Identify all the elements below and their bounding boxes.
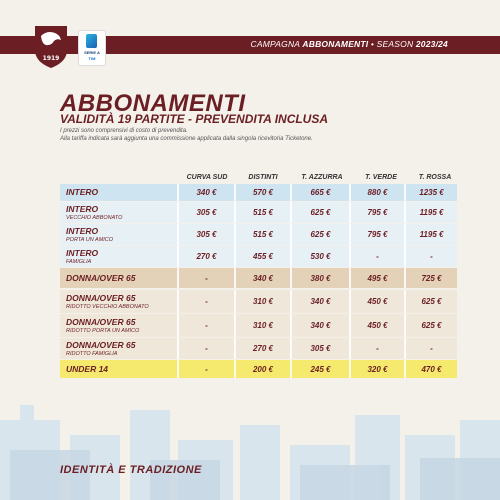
price-cell: 515 € xyxy=(234,202,290,223)
row-label xyxy=(60,246,177,267)
price-cell: 455 € xyxy=(234,246,290,267)
table-row xyxy=(60,338,457,359)
price-cell: 470 € xyxy=(404,360,457,378)
price-cell: - xyxy=(404,246,457,267)
price-cell: 665 € xyxy=(290,184,349,201)
campaign-label: CAMPAGNA ABBONAMENTI • SEASON 2023/24 xyxy=(250,39,448,49)
row-label xyxy=(60,314,177,337)
price-cell: 495 € xyxy=(349,268,404,288)
price-cell: 725 € xyxy=(404,268,457,288)
row-label xyxy=(60,224,177,245)
row-label-main: INTERO xyxy=(66,187,99,197)
league-label: SERIE A xyxy=(84,50,100,55)
row-label-main: UNDER 14 xyxy=(66,363,109,374)
price-cell: 270 € xyxy=(234,338,290,359)
table-row xyxy=(60,290,457,313)
row-label-main: DONNA/OVER 65 xyxy=(66,292,136,303)
page-subtitle: VALIDITÀ 19 PARTITE - PREVENDITA INCLUSA xyxy=(60,112,329,126)
row-label-main: DONNA/OVER 65 xyxy=(66,316,136,327)
price-cell: 1195 € xyxy=(404,202,457,223)
price-cell: 200 € xyxy=(234,360,290,378)
price-cell: 625 € xyxy=(404,314,457,337)
price-cell: - xyxy=(177,268,234,288)
row-label-main: DONNA/OVER 65 xyxy=(66,339,136,350)
club-crest-icon xyxy=(29,22,73,70)
price-cell: 245 € xyxy=(290,360,349,378)
column-header-curva-sud: CURVA SUD xyxy=(186,174,228,181)
row-label-main: INTERO xyxy=(66,247,99,258)
city-skyline-illustration xyxy=(0,380,500,500)
serie-a-logo xyxy=(78,30,106,66)
serie-a-mark-icon xyxy=(86,34,97,48)
price-cell: 310 € xyxy=(234,290,290,313)
row-label-sub: RIDOTTO VECCHIO ABBONATO xyxy=(66,303,149,310)
row-label-main: INTERO xyxy=(66,225,99,236)
column-header-tribuna-rossa: T. ROSSA xyxy=(418,174,452,181)
price-cell: 320 € xyxy=(349,360,404,378)
row-label-sub: PORTA UN AMICO xyxy=(66,236,114,243)
commission-note: Alla tariffa indicata sarà aggiunta una commissione applicata dalla singola ricevitoria Ticketone. xyxy=(60,136,313,142)
price-cell: 795 € xyxy=(349,224,404,245)
row-label-main: DONNA/OVER 65 xyxy=(66,272,136,283)
price-cell: 310 € xyxy=(234,314,290,337)
column-header-tribuna-azzurra: T. AZZURRA xyxy=(301,174,343,181)
row-label xyxy=(60,268,177,288)
price-cell: - xyxy=(177,338,234,359)
price-cell: 795 € xyxy=(349,202,404,223)
price-cell: 450 € xyxy=(349,290,404,313)
price-cell: 340 € xyxy=(177,184,234,201)
price-cell: 340 € xyxy=(290,290,349,313)
table-row xyxy=(60,314,457,337)
row-label xyxy=(60,338,177,359)
row-label xyxy=(60,290,177,313)
table-row xyxy=(60,184,457,201)
price-cell: - xyxy=(177,314,234,337)
price-cell: 380 € xyxy=(290,268,349,288)
price-cell: - xyxy=(177,360,234,378)
table-row xyxy=(60,224,457,245)
league-sponsor: TIM xyxy=(88,56,96,61)
price-cell: 340 € xyxy=(290,314,349,337)
price-cell: 1195 € xyxy=(404,224,457,245)
price-cell: 340 € xyxy=(234,268,290,288)
price-cell: - xyxy=(177,290,234,313)
price-note: I prezzi sono comprensivi di costo di prevendita. xyxy=(60,128,188,134)
table-row xyxy=(60,360,457,378)
table-row xyxy=(60,246,457,267)
price-cell: 305 € xyxy=(290,338,349,359)
row-label xyxy=(60,184,177,201)
table-row xyxy=(60,268,457,288)
column-header-distinti: DISTINTI xyxy=(248,174,278,181)
price-cell: - xyxy=(404,338,457,359)
row-label-main: INTERO xyxy=(66,203,99,214)
price-cell: 880 € xyxy=(349,184,404,201)
page-title: ABBONAMENTI xyxy=(60,90,246,117)
row-label-sub: RIDOTTO FAMIGLIA xyxy=(66,350,118,357)
price-cell: - xyxy=(349,246,404,267)
price-cell: - xyxy=(349,338,404,359)
price-cell: 305 € xyxy=(177,202,234,223)
price-cell: 625 € xyxy=(290,202,349,223)
row-label xyxy=(60,360,177,378)
price-cell: 450 € xyxy=(349,314,404,337)
row-label xyxy=(60,202,177,223)
footer-slogan: IDENTITÀ E TRADIZIONE xyxy=(60,464,202,476)
row-label-sub: RIDOTTO PORTA UN AMICO xyxy=(66,327,140,334)
crest-year: 1919 xyxy=(42,55,60,62)
price-cell: 270 € xyxy=(177,246,234,267)
price-cell: 625 € xyxy=(290,224,349,245)
row-label-sub: FAMIGLIA xyxy=(66,258,92,265)
price-cell: 570 € xyxy=(234,184,290,201)
price-cell: 1235 € xyxy=(404,184,457,201)
table-row xyxy=(60,202,457,223)
column-header-tribuna-verde: T. VERDE xyxy=(365,174,397,181)
price-cell: 625 € xyxy=(404,290,457,313)
price-cell: 305 € xyxy=(177,224,234,245)
price-cell: 530 € xyxy=(290,246,349,267)
price-cell: 515 € xyxy=(234,224,290,245)
row-label-sub: VECCHIO ABBONATO xyxy=(66,214,123,221)
